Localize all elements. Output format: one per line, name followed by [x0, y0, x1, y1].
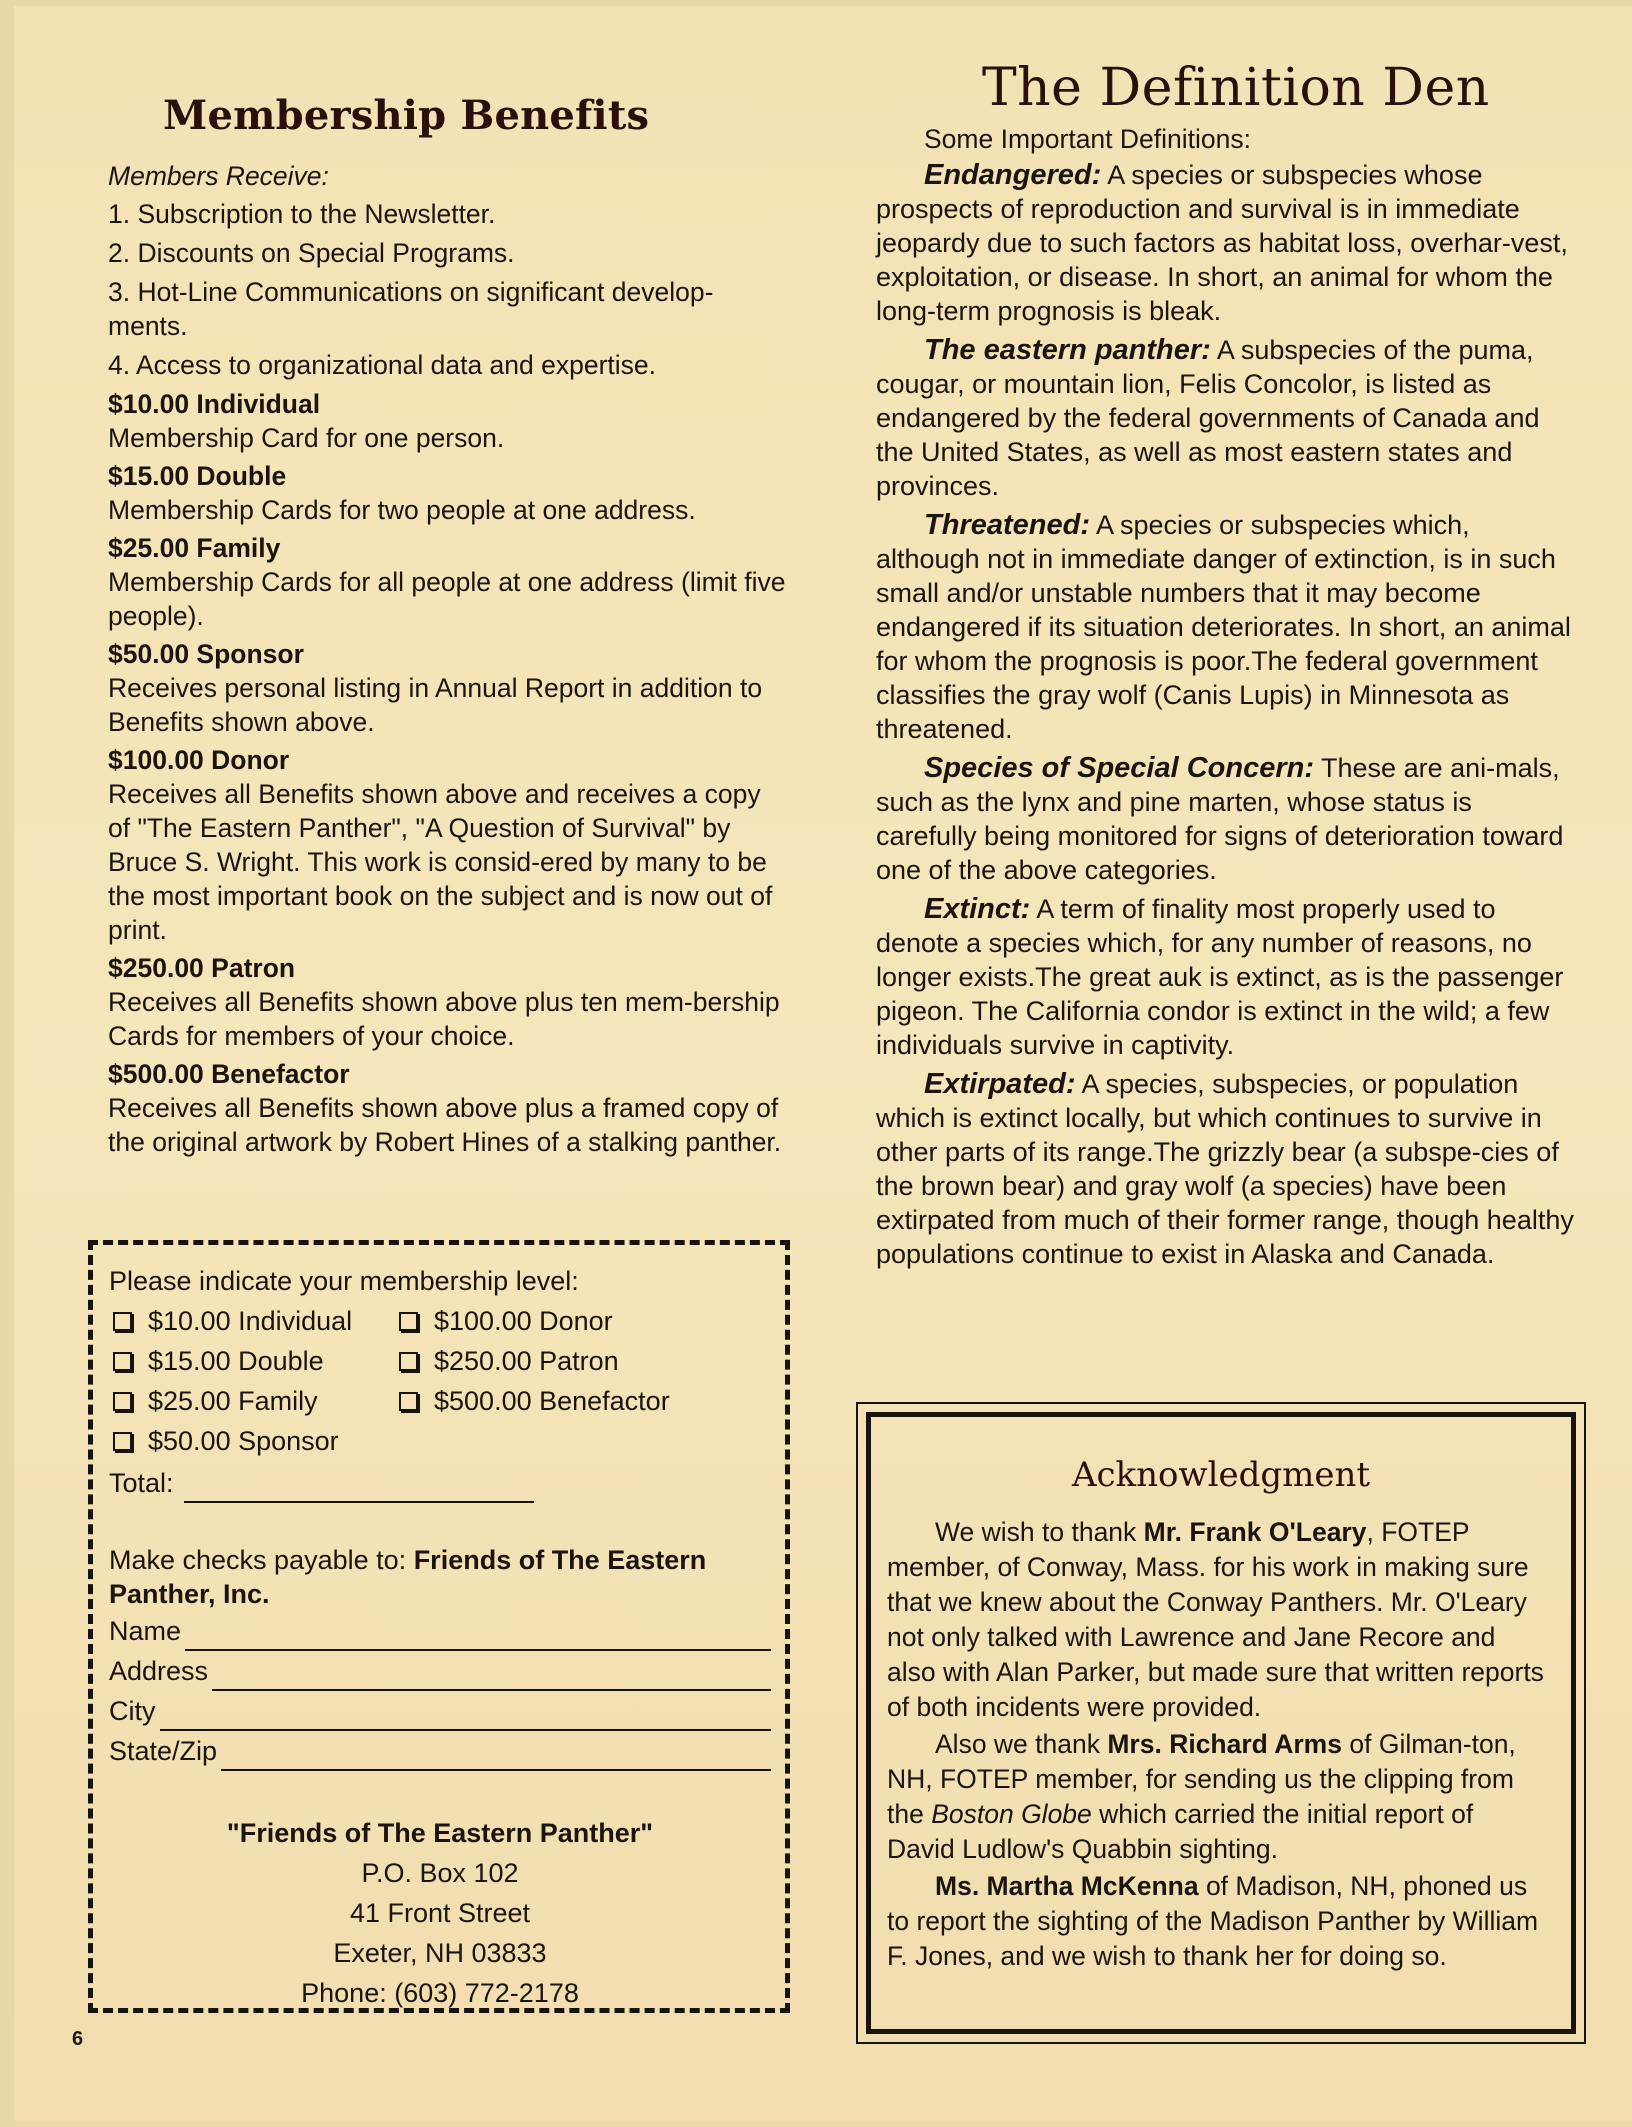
- option-label: $250.00 Patron: [434, 1346, 619, 1376]
- definition-text: A term of finality most properly used to denote a species which, for any number of reasons, no longer exists.The great auk is extinct, as is the passenger pigeon. The California condor is extinct in the wild; a few individuals survive in captivity.: [876, 894, 1564, 1060]
- publication-name: Boston Globe: [931, 1799, 1092, 1829]
- definition-term: The eastern panther:: [924, 334, 1211, 366]
- form-prompt: Please indicate your membership level:: [109, 1266, 579, 1296]
- city-field-row: [109, 1691, 771, 1731]
- tier-title: $250.00 Patron: [108, 953, 296, 983]
- option-label: $100.00 Donor: [434, 1306, 613, 1336]
- page-number: 6: [72, 2028, 84, 2050]
- tier-title: $25.00 Family: [108, 533, 281, 563]
- definition-extinct: [876, 892, 1576, 1062]
- total-row: [109, 1463, 771, 1503]
- option-patron[interactable]: [395, 1341, 705, 1381]
- definition-eastern-panther: [876, 333, 1576, 503]
- option-label: $10.00 Individual: [148, 1306, 353, 1336]
- po-box: P.O. Box 102: [361, 1858, 519, 1888]
- checkbox-icon[interactable]: [113, 1392, 132, 1411]
- ack-paragraph: Ms. Martha McKenna of Madison, NH, phoned us to report the sighting of the Madison Panther by William F. Jones, and we wish to thank her for doing so.: [887, 1871, 1539, 1971]
- tier-description: Receives all Benefits shown above plus ten mem-bership Cards for members of your choice.: [108, 987, 780, 1051]
- definition-extirpated: [876, 1067, 1576, 1271]
- tier-double: [108, 459, 788, 527]
- address-label: Address: [109, 1656, 209, 1686]
- tier-family: [108, 531, 788, 633]
- definition-term: Extinct:: [924, 893, 1031, 925]
- option-sponsor[interactable]: [109, 1421, 395, 1461]
- definition-den-title: The Definition Den: [982, 58, 1490, 118]
- tier-title: $15.00 Double: [108, 461, 287, 491]
- tier-title: $10.00 Individual: [108, 389, 321, 419]
- tier-benefactor: [108, 1057, 788, 1159]
- definitions-subtitle: Some Important Definitions:: [924, 124, 1251, 154]
- city-state: Exeter, NH 03833: [333, 1938, 547, 1968]
- option-individual[interactable]: [109, 1301, 395, 1341]
- benefit-item: 1. Subscription to the Newsletter.: [108, 199, 496, 229]
- checkbox-icon[interactable]: [399, 1312, 418, 1331]
- option-label: $500.00 Benefactor: [434, 1386, 670, 1416]
- street: 41 Front Street: [349, 1898, 531, 1928]
- checks-prefix: Make checks payable to:: [109, 1545, 407, 1575]
- tier-patron: [108, 951, 788, 1053]
- org-name: "Friends of The Eastern Panther": [226, 1818, 654, 1848]
- benefit-item: 4. Access to organizational data and expertise.: [108, 350, 657, 380]
- membership-benefits-section: [108, 92, 788, 1159]
- ack-person: Mrs. Richard Arms: [1107, 1729, 1342, 1759]
- checks-payee: Friends of The Eastern Panther, Inc.: [109, 1545, 707, 1609]
- definition-text: A species or subspecies which, although not in immediate danger of extinction, is in such small and/or unstable numbers that it may become endangered if its situation deteriorates. In short, an animal for whom the prognosis is poor.The federal government classifies the gray wolf (Canis Lupis) in Minnesota as threatened.: [876, 510, 1571, 744]
- tier-individual: [108, 387, 788, 455]
- definition-text: A subspecies of the puma, cougar, or mountain lion, Felis Concolor, is listed as endangered by the federal governments of Canada and the United States, as well as most eastern states and provinces.: [876, 335, 1540, 501]
- membership-form-coupon: [88, 1240, 790, 2013]
- benefit-item: 2. Discounts on Special Programs.: [108, 238, 515, 268]
- city-label: City: [109, 1696, 156, 1726]
- definition-term: Extirpated:: [924, 1068, 1076, 1100]
- membership-level-options: [109, 1301, 771, 1461]
- checkbox-icon[interactable]: [113, 1312, 132, 1331]
- tier-title: $500.00 Benefactor: [108, 1059, 350, 1089]
- tier-sponsor: [108, 637, 788, 739]
- acknowledgment-title: Acknowledgment: [1071, 1455, 1371, 1495]
- ack-person: Ms. Martha McKenna: [935, 1871, 1199, 1901]
- definition-term: Threatened:: [924, 509, 1090, 541]
- mailing-address: [109, 1813, 771, 2013]
- name-label: Name: [109, 1616, 182, 1646]
- address-field[interactable]: [212, 1659, 771, 1691]
- definition-term: Endangered:: [924, 159, 1102, 191]
- definition-special-concern: [876, 751, 1576, 887]
- total-label: Total:: [109, 1468, 174, 1498]
- checkbox-icon[interactable]: [399, 1352, 418, 1371]
- tier-description: Membership Cards for all people at one address (limit five people).: [108, 567, 786, 631]
- definition-endangered: [876, 158, 1576, 328]
- membership-benefits-title: Membership Benefits: [163, 92, 650, 139]
- option-benefactor[interactable]: [395, 1381, 705, 1421]
- tier-description: Membership Card for one person.: [108, 423, 505, 453]
- definition-term: Species of Special Concern:: [924, 752, 1315, 784]
- option-label: $25.00 Family: [148, 1386, 318, 1416]
- tier-donor: [108, 743, 788, 947]
- definition-text: These are ani-mals, such as the lynx and pine marten, whose status is carefully being monitored for signs of deterioration toward one of the above categories.: [876, 753, 1564, 885]
- name-field[interactable]: [185, 1619, 771, 1651]
- option-family[interactable]: [109, 1381, 395, 1421]
- members-receive-label: Members Receive:: [108, 161, 329, 191]
- statezip-field[interactable]: [221, 1739, 771, 1771]
- ack-paragraph: Also we thank Mrs. Richard Arms of Gilman-ton, NH, FOTEP member, for sending us the clipping from the Boston Globe which carried the initial report of David Ludlow's Quabbin sighting.: [887, 1729, 1516, 1864]
- tier-title: $100.00 Donor: [108, 745, 290, 775]
- tier-description: Receives personal listing in Annual Report in addition to Benefits shown above.: [108, 673, 763, 737]
- ack-paragraph: We wish to thank Mr. Frank O'Leary, FOTEP member, of Conway, Mass. for his work in making sure that we knew about the Conway Panthers. Mr. O'Leary not only talked with Lawrence and Jane Recore and also with Alan Parker, but made sure that written reports of both incidents were provided.: [887, 1517, 1544, 1722]
- definition-den-section: [876, 58, 1576, 1276]
- tier-title: $50.00 Sponsor: [108, 639, 304, 669]
- statezip-field-row: [109, 1731, 771, 1771]
- total-field[interactable]: [184, 1471, 534, 1503]
- checkbox-icon[interactable]: [113, 1432, 132, 1451]
- phone: Phone: (603) 772-2178: [301, 1978, 579, 2008]
- definition-text: A species, subspecies, or population which is extinct locally, but which continues to survive in other parts of its range.The grizzly bear (a subspe-cies of the brown bear) and gray wolf (a species) have been extirpated from much of their former range, though healthy populations continue to exist in Alaska and Canada.: [876, 1069, 1574, 1269]
- option-double[interactable]: [109, 1341, 395, 1381]
- address-field-row: [109, 1651, 771, 1691]
- option-label: $50.00 Sponsor: [148, 1426, 339, 1456]
- tier-description: Receives all Benefits shown above plus a framed copy of the original artwork by Robert Hines of a stalking panther.: [108, 1093, 782, 1157]
- acknowledgment-box: [856, 1402, 1586, 2044]
- definition-text: A species or subspecies whose prospects of reproduction and survival is in immediate jeopardy due to such factors as habitat loss, overhar-vest, exploitation, or disease. In short, an animal for whom the long-term prognosis is bleak.: [876, 160, 1568, 326]
- option-label: $15.00 Double: [148, 1346, 324, 1376]
- checks-payable: [109, 1543, 771, 1611]
- checkbox-icon[interactable]: [399, 1392, 418, 1411]
- city-field[interactable]: [160, 1699, 772, 1731]
- ack-person: Mr. Frank O'Leary: [1143, 1517, 1367, 1547]
- name-field-row: [109, 1611, 771, 1651]
- checkbox-icon[interactable]: [113, 1352, 132, 1371]
- acknowledgment-body: [871, 1515, 1571, 1974]
- statezip-label: State/Zip: [109, 1736, 218, 1766]
- option-donor[interactable]: [395, 1301, 705, 1341]
- tier-description: Membership Cards for two people at one address.: [108, 495, 696, 525]
- tier-description: Receives all Benefits shown above and receives a copy of "The Eastern Panther", "A Question of Survival" by Bruce S. Wright. This work is consid-ered by many to be the most important book on the subject and is now out of print.: [108, 779, 773, 945]
- definition-threatened: [876, 508, 1576, 746]
- benefit-item: 3. Hot-Line Communications on significant develop-ments.: [108, 277, 714, 341]
